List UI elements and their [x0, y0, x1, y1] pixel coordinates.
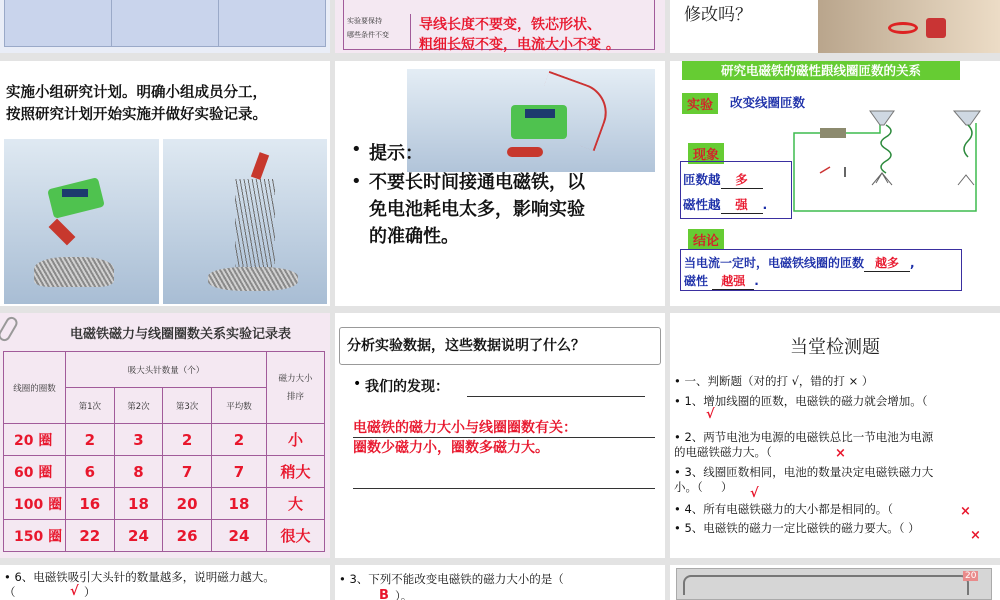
- choice-item-3: • 3、下列不能改变电磁铁的磁力大小的是（: [339, 572, 564, 586]
- slide-top-center[interactable]: [335, 0, 665, 53]
- record-table-title: 电磁铁磁力与线圈圈数关系实验记录表: [70, 327, 292, 342]
- hint-bullet: •: [351, 139, 362, 160]
- table-fragment: [4, 0, 326, 47]
- experiment-photo: [818, 0, 1000, 53]
- relation-title: 研究电磁铁的磁性跟线圈匝数的关系: [682, 61, 960, 80]
- slide-top-left[interactable]: [0, 0, 330, 53]
- cell-value: 6: [66, 456, 115, 488]
- conclusion-answer-2: 越强: [712, 272, 754, 290]
- quiz-item-5: • 5、电磁铁的磁力一定比磁铁的磁力要大。（ ）: [674, 521, 920, 535]
- cell-value: 26: [163, 520, 212, 552]
- circuit-diagram: [790, 103, 996, 223]
- judge-mark-6: √: [70, 584, 79, 599]
- slide-record-table[interactable]: [0, 313, 330, 558]
- quiz-item-3: • 3、线圈匝数相同，电池的数量决定电磁铁磁力大 小。（ ）: [674, 465, 934, 494]
- cell-value: 2: [211, 424, 266, 456]
- cell-value: 3: [114, 424, 163, 456]
- cell-coils: 60 圈: [4, 456, 66, 488]
- diagram-panel: [676, 568, 992, 600]
- cell-rank: 稍大: [267, 456, 325, 488]
- slide-bottom-center[interactable]: [335, 565, 665, 600]
- judge-close-6: ）: [84, 585, 96, 599]
- table-row: [4, 456, 325, 488]
- cell-value: 18: [211, 488, 266, 520]
- slide-analysis[interactable]: [335, 313, 665, 558]
- quiz-mark-5: ×: [970, 528, 981, 543]
- turns-line: 匝数越 多: [683, 170, 763, 189]
- conclusion-line2: 磁性 越强 .: [684, 274, 759, 288]
- cell-value: 2: [163, 424, 212, 456]
- found-underline: [467, 396, 645, 397]
- quiz-item-2: • 2、两节电池为电源的电磁铁总比一节电池为电源 的电磁铁磁力大。（: [674, 430, 934, 459]
- photo-electromagnet-on: [163, 139, 327, 304]
- cell-value: 7: [211, 456, 266, 488]
- quiz-item-1: • 1、增加线圈的匝数，电磁铁的磁力就会增加。（: [674, 394, 928, 408]
- cell-value: 22: [66, 520, 115, 552]
- quiz-mark-2: ×: [835, 446, 846, 461]
- choice-answer: B: [379, 588, 389, 600]
- answer-underline-2: [353, 488, 655, 489]
- header-trial-1: 第1次: [66, 388, 115, 424]
- quiz-item-0: • 一、判断题（对的打 √，错的打 × ）: [674, 374, 874, 388]
- hint-title: 提示：: [369, 143, 423, 164]
- conclusion-label: 结论: [688, 229, 724, 250]
- conclusion-answer-1: 越多: [864, 254, 910, 272]
- analysis-answer: 电磁铁的磁力大小与线圈圈数有关： 圈数少磁力小，圈数多磁力大。: [353, 420, 577, 456]
- header-rank: 磁力大小 排序: [267, 352, 325, 424]
- cell-value: 20: [163, 488, 212, 520]
- plan-text: 实施小组研究计划。明确小组成员分工， 按照研究计划开始实施并做好实验记录。: [6, 84, 267, 123]
- table-row: [4, 424, 325, 456]
- cell-coils: 150 圈: [4, 520, 66, 552]
- hint-text: 不要长时间接通电磁铁，以 免电池耗电太多，影响实验 的准确性。: [369, 172, 585, 247]
- quiz-item-4: • 4、所有电磁铁磁力的大小都是相同的。（: [674, 502, 894, 516]
- cell-value: 16: [66, 488, 115, 520]
- cell-coils: 20 圈: [4, 424, 66, 456]
- cell-value: 2: [66, 424, 115, 456]
- magnetism-answer: 强: [721, 195, 763, 214]
- slide-hint[interactable]: [335, 61, 665, 306]
- answer-underline-1: [353, 437, 655, 438]
- experiment-label: 实验: [682, 93, 718, 114]
- cell-value: 24: [211, 520, 266, 552]
- photo-electromagnet-off: [4, 139, 159, 304]
- header-pins: 吸大头针数量（个）: [66, 352, 267, 388]
- paperclip-icon: [0, 315, 20, 344]
- photo-electromagnet-battery: [407, 69, 655, 172]
- slide-plan[interactable]: [0, 61, 330, 306]
- constant-conditions-label: 实验要保持 哪些条件不变: [347, 14, 411, 50]
- cell-rank: 小: [267, 424, 325, 456]
- cell-value: 18: [114, 488, 163, 520]
- hint-bullet-2: •: [351, 171, 362, 192]
- found-label: 我们的发现：: [365, 379, 449, 395]
- quiz-mark-4: ×: [960, 504, 971, 519]
- cell-coils: 100 圈: [4, 488, 66, 520]
- slide-top-right[interactable]: [670, 0, 1000, 53]
- magnetism-line: 磁性越 强 .: [683, 197, 768, 212]
- slide-bottom-left[interactable]: [0, 565, 330, 600]
- cell-value: 7: [163, 456, 212, 488]
- cell-rank: 大: [267, 488, 325, 520]
- question-text: 修改吗？: [684, 5, 752, 25]
- experiment-text: 改变线圈匝数: [730, 95, 806, 110]
- turns-answer: 多: [721, 170, 763, 189]
- found-bullet: •: [353, 376, 362, 392]
- cell-value: 8: [114, 456, 163, 488]
- header-coils: 线圈的圈数: [4, 352, 66, 424]
- header-trial-3: 第3次: [163, 388, 212, 424]
- phenomenon-label: 现象: [688, 143, 724, 164]
- constant-conditions-text: 导线长度不要变，铁芯形状、 粗细长短不变，电流大小不变 。: [419, 17, 620, 53]
- cell-value: 24: [114, 520, 163, 552]
- quiz-title: 当堂检测题: [790, 337, 880, 358]
- header-average: 平均数: [211, 388, 266, 424]
- cell-rank: 很大: [267, 520, 325, 552]
- quiz-mark-1: √: [706, 407, 715, 422]
- choice-close: ）。: [395, 589, 413, 600]
- record-table: [3, 351, 325, 552]
- judge-item-6: • 6、电磁铁吸引大头针的数量越多，说明磁力越大。 （: [4, 570, 275, 599]
- slide-relation[interactable]: [670, 61, 1000, 306]
- table-row: [4, 520, 325, 552]
- table-row: [4, 488, 325, 520]
- slide-quiz[interactable]: [670, 313, 1000, 558]
- quiz-mark-3: √: [750, 486, 759, 501]
- slide-number-badge: 20: [965, 571, 977, 581]
- conclusion-line1: 当电流一定时，电磁铁线圈的匝数 越多 ,: [684, 256, 915, 270]
- analysis-question: 分析实验数据，这些数据说明了什么？: [347, 338, 585, 354]
- slide-bottom-right[interactable]: [670, 565, 1000, 600]
- header-trial-2: 第2次: [114, 388, 163, 424]
